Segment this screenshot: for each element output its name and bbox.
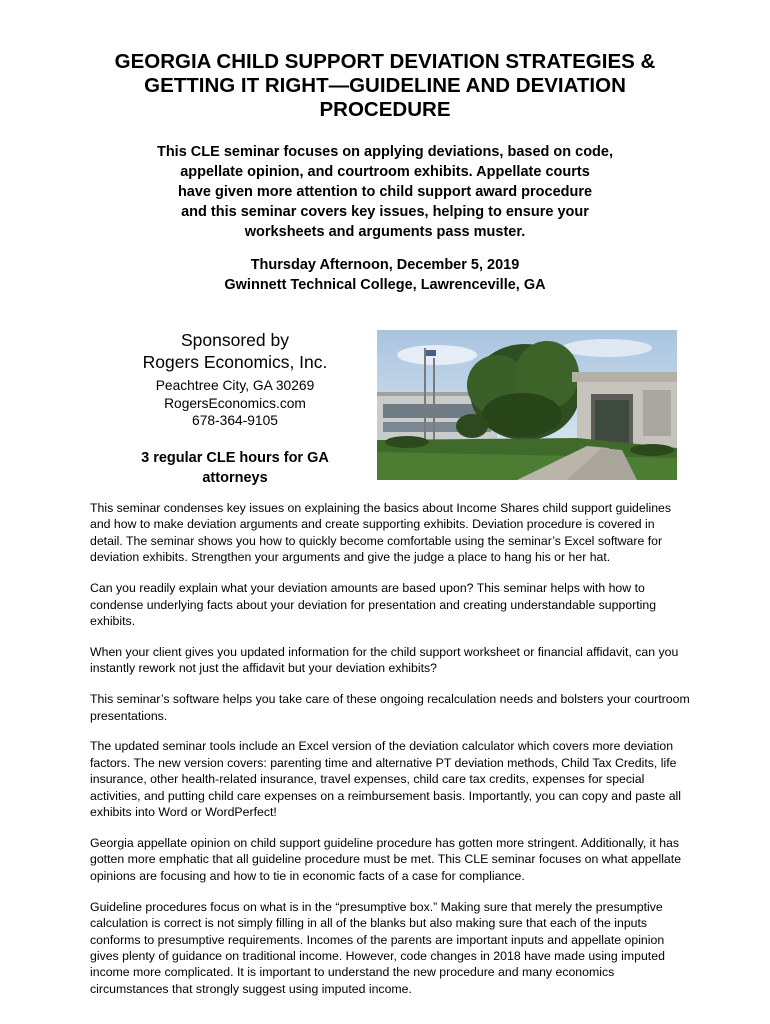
cle-hours — [100, 448, 370, 488]
body-paragraph: The updated seminar tools include an Excel version of the deviation calculator which covers more deviation factors. The new version covers: parenting time and alternative PT deviation methods, Child Tax Credits, life insurance, other health-related insurance, travel expenses, child care tax credits, expenses for special activities, and putting child care expenses on a reimbursement basis. Importantly, you can copy and paste all exhibits into Word or WordPerfect! — [90, 739, 682, 820]
event-location: Gwinnett Technical College, Lawrenceville, GA — [224, 277, 546, 293]
sponsor-website: RogersEconomics.com — [164, 395, 306, 411]
title-line: GEORGIA CHILD SUPPORT DEVIATION STRATEGIES & — [114, 50, 656, 73]
cle-hours-line: 3 regular CLE hours for GA — [141, 450, 329, 466]
body-paragraph: Guideline procedures focus on what is in the “presumptive box.” Making sure that merely the presumptive calculation is correct is not simply filling in all of the blanks but also making sure that each of the inputs conforms to presumptive requirements. Incomes of the parents are important inputs and appellate opinion gives plenty of guidance on traditional income. However, code changes in 2018 have made using imputed income more complicated. It is important to understand the new procedure and many economics circumstances that strongly suggest using imputed income. — [90, 899, 665, 996]
intro-line: appellate opinion, and courtroom exhibits. Appellate courts — [180, 164, 590, 180]
event-details — [130, 255, 640, 295]
body-paragraph: Georgia appellate opinion on child support guideline procedure has gotten more stringent. Additionally, it has gotten more emphatic that all guideline procedure must be met. This CLE seminar focuses on what appellate opinions are focusing and how to tie in economic facts of a case for compliance. — [90, 836, 682, 883]
seminar-description — [90, 500, 690, 1012]
body-paragraph: When your client gives you updated information for the child support worksheet or financial affidavit, can you instantly rework not just the affidavit but your deviation exhibits? — [90, 644, 679, 676]
body-paragraph: Can you readily explain what your deviation amounts are based upon? This seminar helps with how to condense underlying facts about your deviation for presentation and creating understandable supporting exhibits. — [90, 581, 657, 628]
sponsor-phone: 678-364-9105 — [192, 413, 278, 428]
intro-line: have given more attention to child support award procedure — [177, 184, 593, 200]
intro-line: This CLE seminar focuses on applying deviations, based on code, — [156, 144, 614, 160]
body-paragraph: This seminar’s software helps you take care of these ongoing recalculation needs and bolsters your courtroom presentations. — [90, 692, 690, 723]
event-date: Thursday Afternoon, December 5, 2019 — [250, 257, 520, 273]
title-line: GETTING IT RIGHT—GUIDELINE AND DEVIATION — [144, 74, 626, 97]
title-line: PROCEDURE — [319, 98, 451, 121]
cle-hours-line: attorneys — [202, 470, 268, 486]
intro-line: and this seminar covers key issues, helping to ensure your — [181, 204, 589, 220]
sponsor-heading: Sponsored by — [181, 330, 289, 350]
intro-line: worksheets and arguments pass muster. — [244, 224, 526, 240]
intro-summary — [130, 142, 640, 242]
sponsor-city: Peachtree City, GA 30269 — [155, 378, 315, 393]
body-paragraph: This seminar condenses key issues on explaining the basics about Income Shares child support guidelines and how to make deviation arguments and create supporting exhibits. Deviation procedure is covered in detail. The seminar shows you how to quickly become comfortable using the seminar’s Excel software for deviation exhibits. Strengthen your arguments and give the judge a place to hang his or her hat. — [90, 501, 672, 565]
document-title — [80, 50, 690, 122]
college-building-photo — [377, 330, 677, 480]
sponsor-block — [100, 329, 370, 430]
sponsor-name: Rogers Economics, Inc. — [142, 352, 328, 372]
